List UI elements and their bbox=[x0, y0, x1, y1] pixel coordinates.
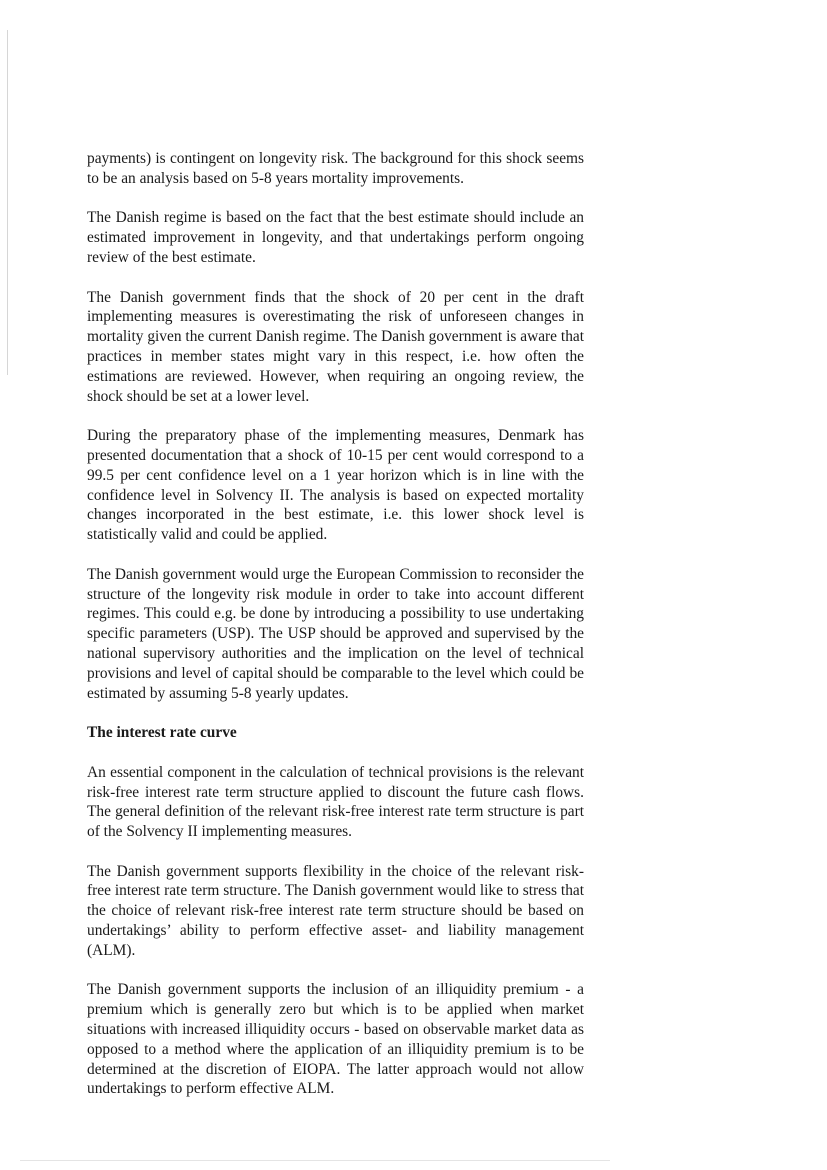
scan-bottom-edge-line bbox=[20, 1160, 610, 1161]
document-body bbox=[87, 149, 584, 1099]
paragraph-preparatory-phase: During the preparatory phase of the implementing measures, Denmark has presented documentation that a shock of 10-15 per cent would correspond to a 99.5 per cent confidence level on a 1 year horizon which is in line with the confidence level in Solvency II. The analysis is based on expected mortality changes incorporated in the best estimate, i.e. this lower shock level is statistically valid and could be applied. bbox=[87, 427, 584, 544]
section-heading-interest-rate-curve: The interest rate curve bbox=[87, 724, 237, 742]
paragraph-urge-commission: The Danish government would urge the European Commission to reconsider the structure of the longevity risk module in order to take into account different regimes. This could e.g. be done by introducing a possibility to use undertaking specific parameters (USP). The USP should be approved and supervised by the national supervisory authorities and the implication on the level of technical provisions and level of capital should be comparable to the level which could be estimated by assuming 5-8 yearly updates. bbox=[87, 565, 584, 702]
paragraph-longevity-shock-background: payments) is contingent on longevity risk. The background for this shock seems to be an analysis based on 5-8 years mortality improvements. bbox=[87, 150, 584, 187]
scan-edge-line bbox=[7, 30, 8, 375]
paragraph-shock-overestimation: The Danish government finds that the shock of 20 per cent in the draft implementing measures is overestimating the risk of unforeseen changes in mortality given the current Danish regime. The Danish government is aware that practices in member states might vary in this respect, i.e. how often the estimations are reviewed. However, when requiring an ongoing review, the shock should be set at a lower level. bbox=[87, 288, 584, 405]
paragraph-flexibility: The Danish government supports flexibility in the choice of the relevant risk-free interest rate term structure. The Danish government would like to stress that the choice of relevant risk-free interest rate term structure should be based on undertakings’ ability to perform effective asset- and liability management (ALM). bbox=[87, 862, 584, 959]
paragraph-illiquidity-premium: The Danish government supports the inclusion of an illiquidity premium - a premium which is generally zero but which is to be applied when market situations with increased illiquidity occurs - based on observable market data as opposed to a method where the application of an illiquidity premium is to be determined at the discretion of EIOPA. The latter approach would not allow undertakings to perform effective ALM. bbox=[87, 981, 584, 1098]
paragraph-danish-regime: The Danish regime is based on the fact that the best estimate should include an estimated improvement in longevity, and that undertakings perform ongoing review of the best estimate. bbox=[87, 209, 584, 266]
paragraph-essential-component: An essential component in the calculation of technical provisions is the relevant risk-free interest rate term structure applied to discount the future cash flows. The general definition of the relevant risk-free interest rate term structure is part of the Solvency II implementing measures. bbox=[87, 763, 584, 841]
